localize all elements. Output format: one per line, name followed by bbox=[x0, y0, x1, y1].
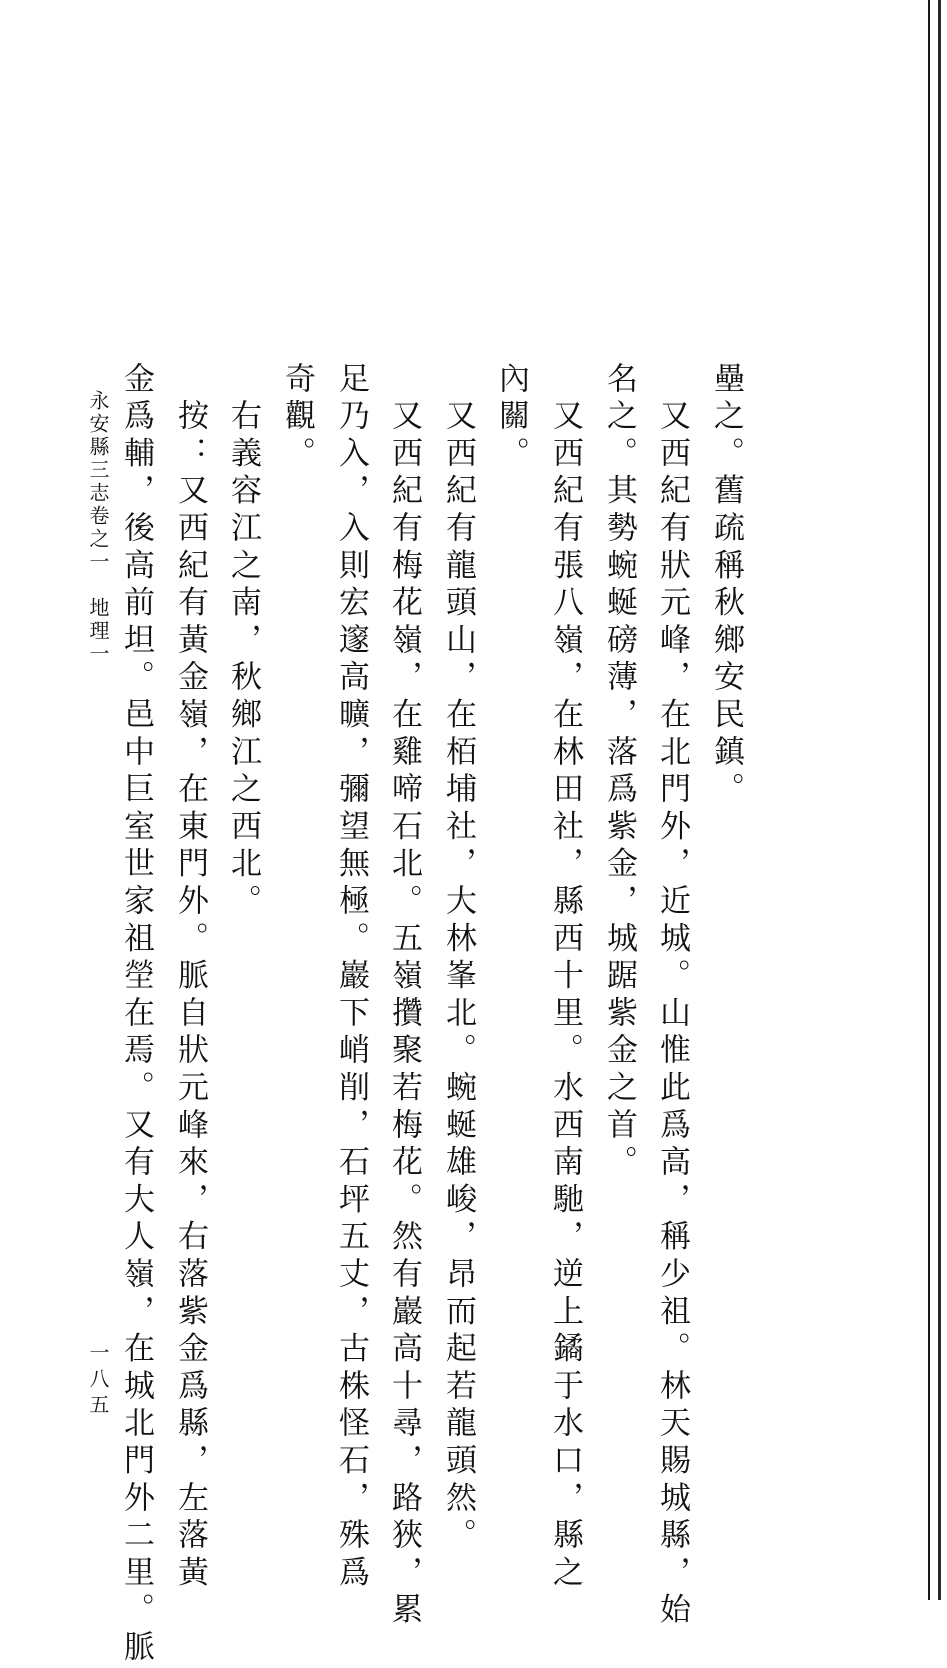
margin-title: 永安縣三志卷之一 地理一 bbox=[86, 390, 110, 666]
text-column-5: 內關。 bbox=[493, 362, 529, 474]
text-column-3: 名之。其勢蜿蜒磅薄，落爲紫金，城踞紫金之首。 bbox=[601, 362, 637, 1183]
text-column-4: 又西紀有張八嶺，在林田社，縣西十里。水西南馳，逆上鐍于水口，縣之 bbox=[547, 362, 583, 1593]
text-column-6: 又西紀有龍頭山，在栢埔社，大林峯北。蜿蜒雄峻，昂而起若龍頭然。 bbox=[440, 362, 476, 1556]
text-column-1: 壘之。舊疏稱秋鄉安民鎮。 bbox=[708, 362, 744, 810]
text-column-11: 按：又西紀有黃金嶺，在東門外。脈自狀元峰來，右落紫金爲縣，左落黃 bbox=[172, 362, 208, 1593]
text-column-10: 右義容江之南，秋鄉江之西北。 bbox=[225, 362, 261, 922]
page-number: 一八五 bbox=[86, 1342, 110, 1420]
text-column-7: 又西紀有梅花嶺，在雞啼石北。五嶺攢聚若梅花。然有巖高十尋，路狹，累 bbox=[386, 362, 422, 1631]
text-column-2: 又西紀有狀元峰，在北門外，近城。山惟此爲高，稱少祖。林天賜城縣，始 bbox=[654, 362, 690, 1631]
text-column-8: 足乃入，入則宏邃高曠，彌望無極。巖下峭削，石坪五丈，古株怪石，殊爲 bbox=[333, 362, 369, 1593]
text-column-9: 奇觀。 bbox=[279, 362, 315, 474]
page-edge-line-outer bbox=[938, 0, 941, 1600]
text-column-12: 金爲輔，後高前坦。邑中巨室世家祖塋在焉。又有大人嶺，在城北門外二里。脈 bbox=[118, 362, 154, 1668]
page-edge-line bbox=[928, 0, 930, 1600]
